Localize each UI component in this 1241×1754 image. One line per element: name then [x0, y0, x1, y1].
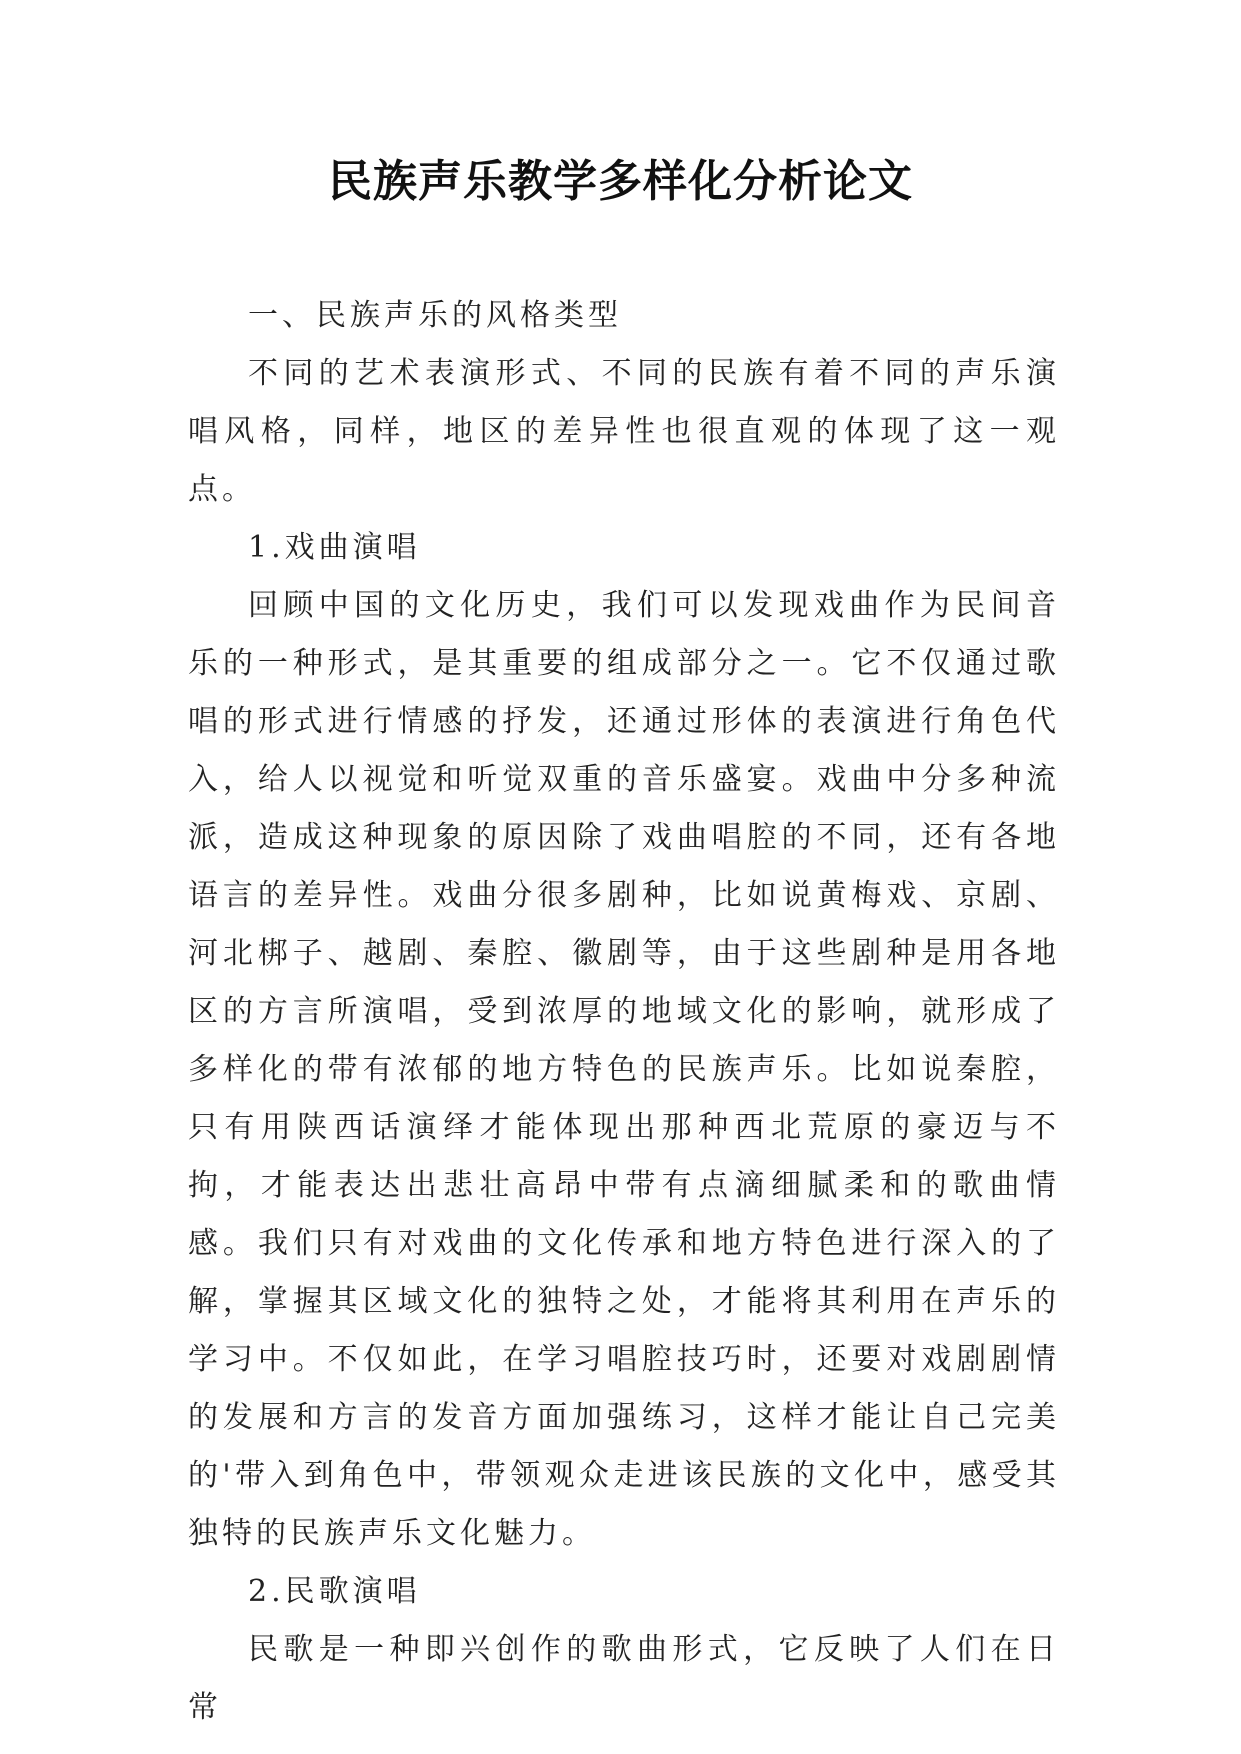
document-title: 民族声乐教学多样化分析论文	[328, 156, 913, 207]
intro-paragraph: 不同的艺术表演形式、不同的民族有着不同的声乐演唱风格，同样，地区的差异性也很直观的体现了这一观点。	[188, 356, 1060, 507]
subsection-heading-folk-song: 2.民歌演唱	[248, 1574, 421, 1609]
section-heading: 一、民族声乐的风格类型	[248, 298, 622, 333]
document-body	[188, 287, 1060, 1737]
folk-song-paragraph: 民歌是一种即兴创作的歌曲形式，它反映了人们在日常	[188, 1632, 1060, 1725]
opera-paragraph: 回顾中国的文化历史，我们可以发现戏曲作为民间音乐的一种形式，是其重要的组成部分之一。它不仅通过歌唱的形式进行情感的抒发，还通过形体的表演进行角色代入，给人以视觉和听觉双重的音乐盛宴。戏曲中分多种流派，造成这种现象的原因除了戏曲唱腔的不同，还有各地语言的差异性。戏曲分很多剧种，比如说黄梅戏、京剧、河北梆子、越剧、秦腔、徽剧等，由于这些剧种是用各地区的方言所演唱，受到浓厚的地域文化的影响，就形成了多样化的带有浓郁的地方特色的民族声乐。比如说秦腔，只有用陕西话演绎才能体现出那种西北荒原的豪迈与不拘，才能表达出悲壮高昂中带有点滴细腻柔和的歌曲情感。我们只有对戏曲的文化传承和地方特色进行深入的了解，掌握其区域文化的独特之处，才能将其利用在声乐的学习中。不仅如此，在学习唱腔技巧时，还要对戏剧剧情的发展和方言的发音方面加强练习，这样才能让自己完美的'带入到角色中，带领观众走进该民族的文化中，感受其独特的民族声乐文化魅力。	[188, 588, 1060, 1551]
subsection-heading-opera: 1.戏曲演唱	[248, 530, 421, 565]
